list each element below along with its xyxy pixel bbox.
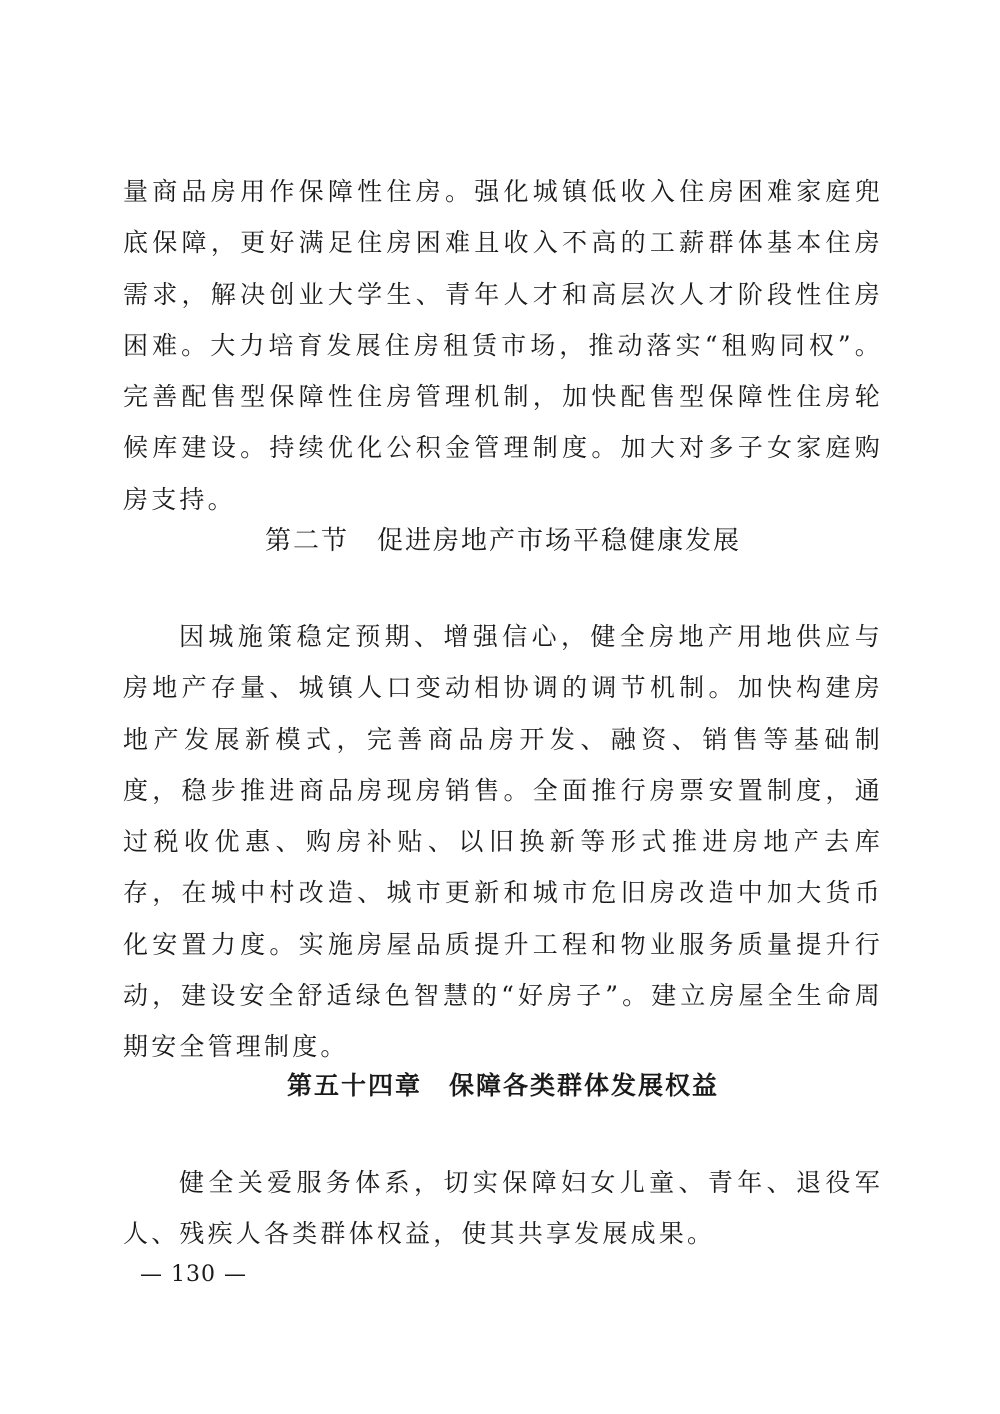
body-paragraph-real-estate: 因城施策稳定预期、增强信心，健全房地产用地供应与房地产存量、城镇人口变动相协调的调节机制。加快构建房地产发展新模式，完善商品房开发、融资、销售等基础制度，稳步推进商品房现房销售。全面推行房票安置制度，通过税收优惠、购房补贴、以旧换新等形式推进房地产去库存，在城中村改造、城市更新和城市危旧房改造中加大货币化安置力度。实施房屋品质提升工程和物业服务质量提升行动，建设安全舒适绿色智慧的“好房子”。建立房屋全生命周期安全管理制度。 — [123, 622, 883, 1062]
chapter-heading: 第五十四章 保障各类群体发展权益 — [286, 1071, 719, 1100]
body-paragraph-continued: 量商品房用作保障性住房。强化城镇低收入住房困难家庭兜底保障，更好满足住房困难且收入不高的工薪群体基本住房需求，解决创业大学生、青年人才和高层次人才阶段性住房困难。大力培育发展住房租赁市场，推动落实“租购同权”。完善配售型保障性住房管理机制，加快配售型保障性住房轮候库建设。持续优化公积金管理制度。加大对多子女家庭购房支持。 — [123, 177, 883, 514]
page-number: — 130 — — [140, 1262, 247, 1287]
body-paragraph-group-rights: 健全关爱服务体系，切实保障妇女儿童、青年、退役军人、残疾人各类群体权益，使其共享发展成果。 — [123, 1168, 883, 1249]
section-heading: 第二节 促进房地产市场平稳健康发展 — [264, 526, 741, 556]
